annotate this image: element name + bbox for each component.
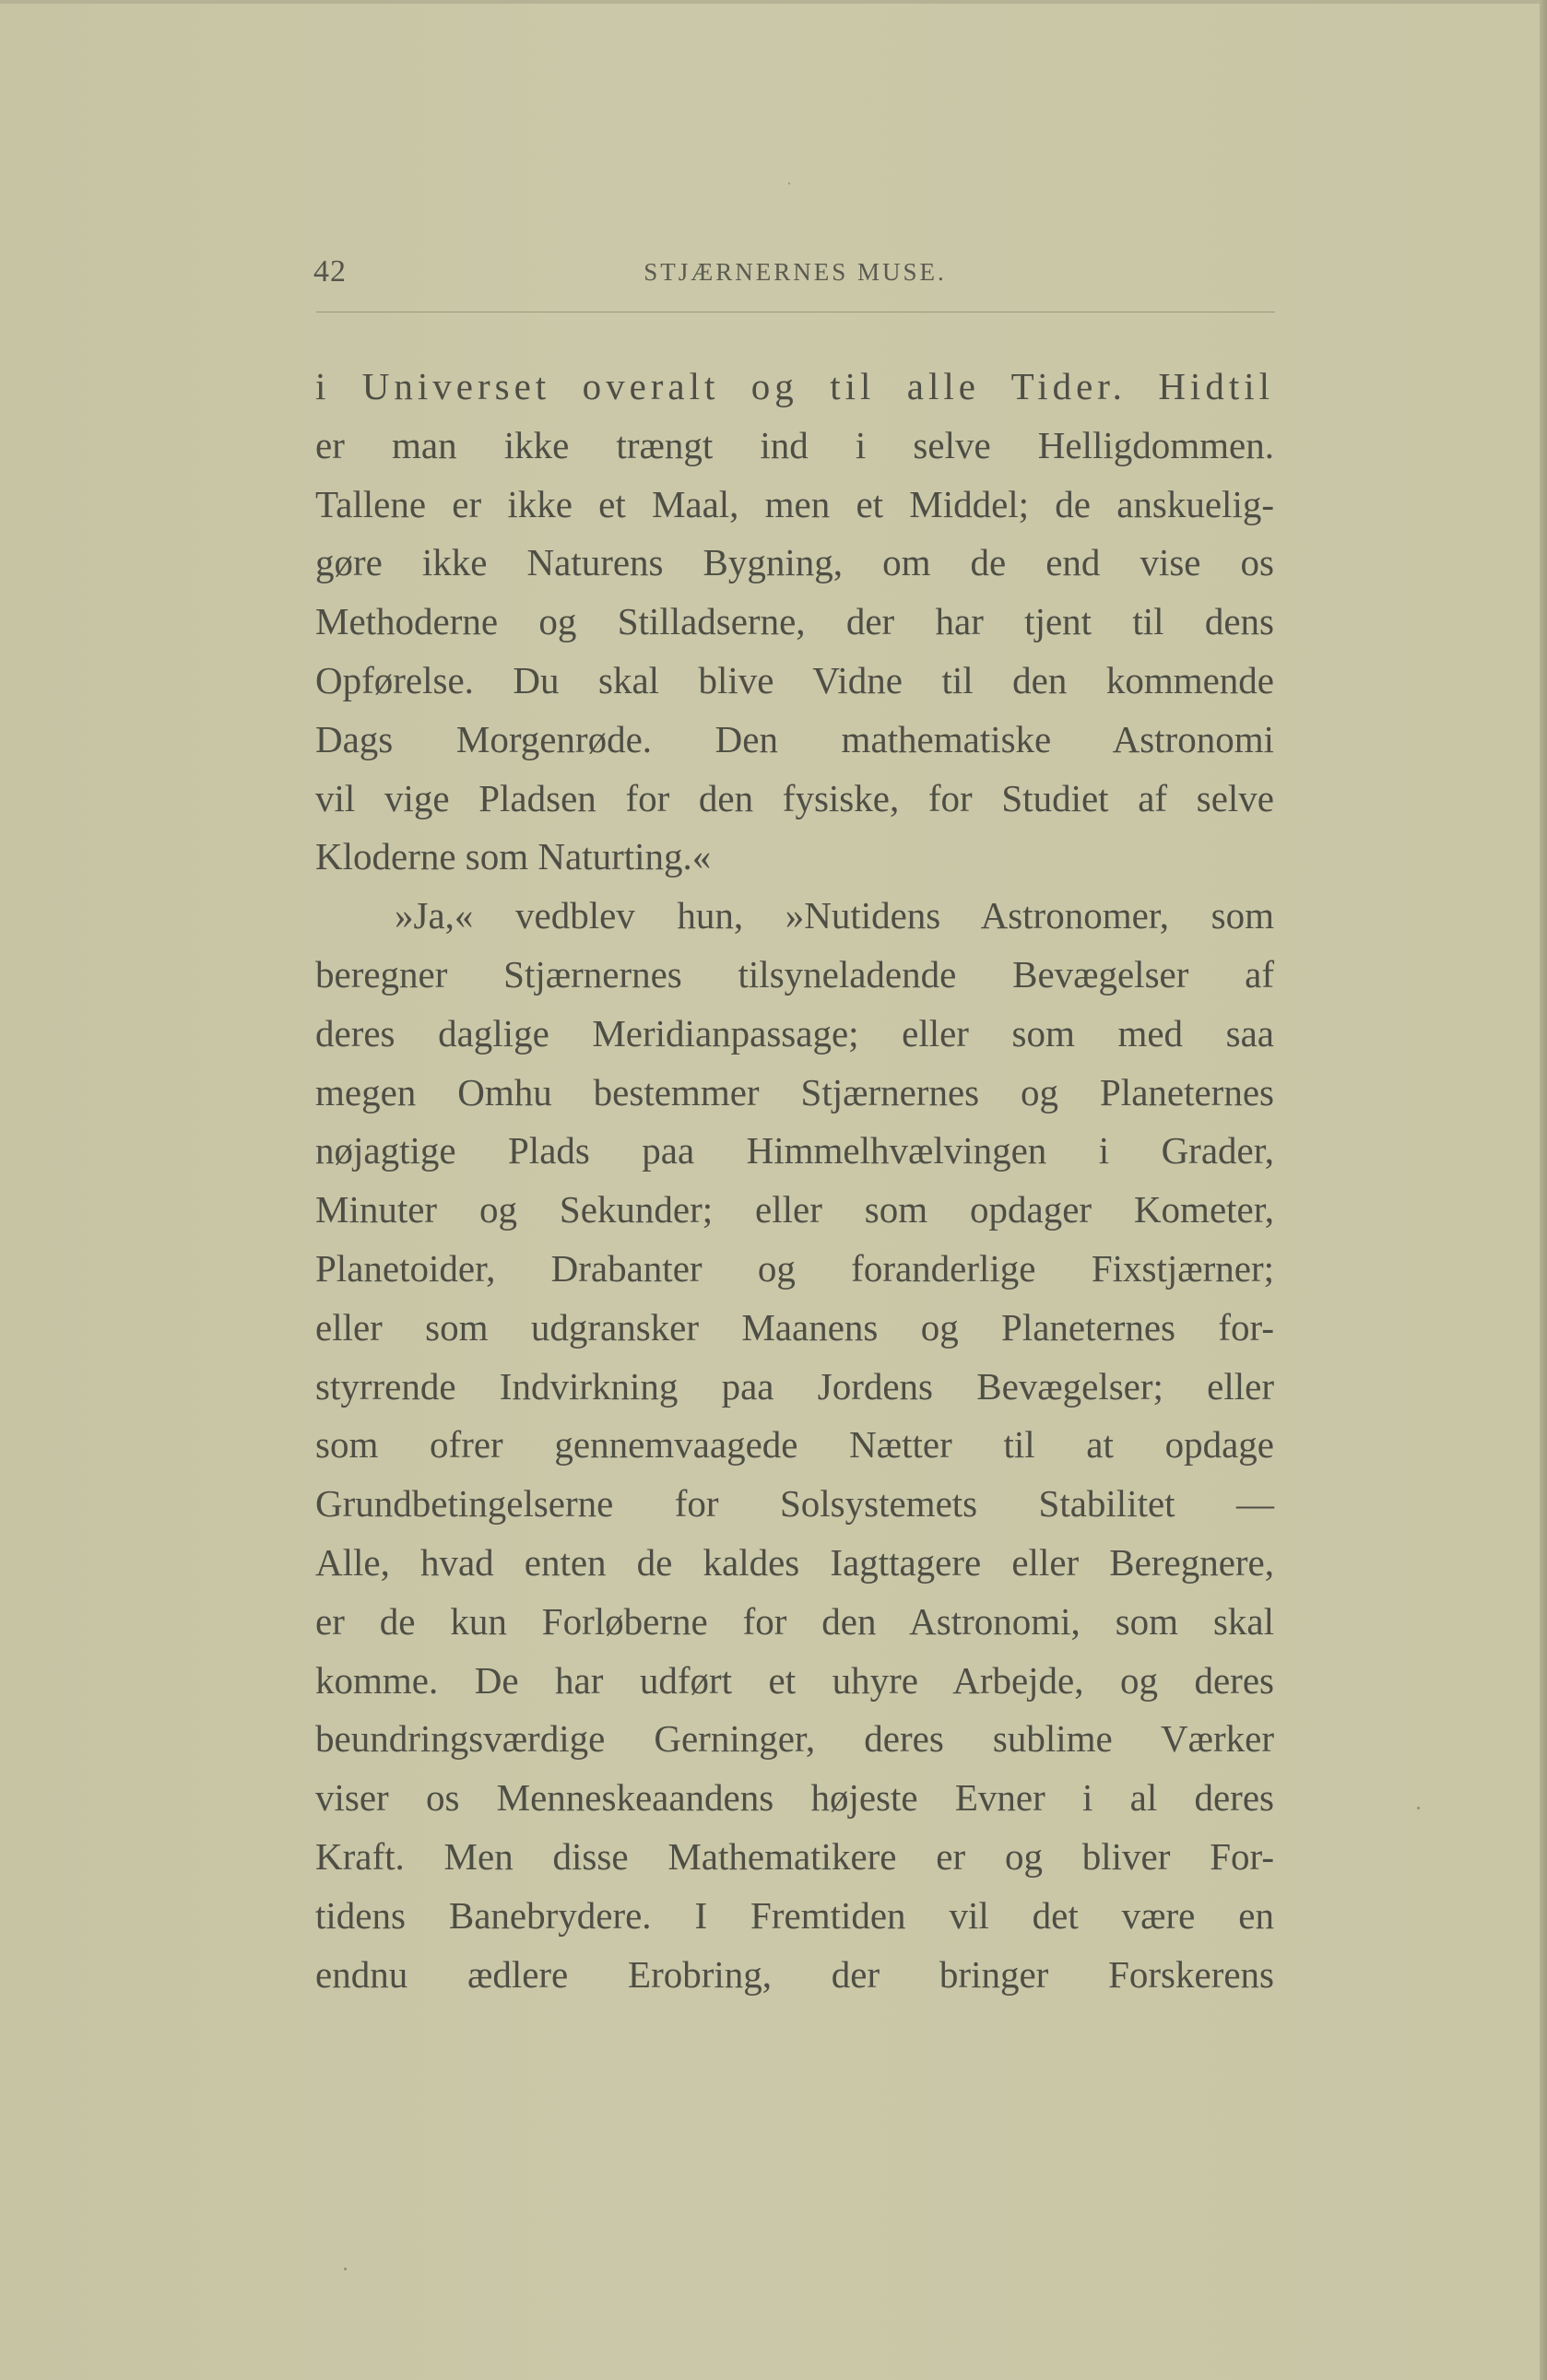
text-line: »Ja,« vedblev hun, »Nutidens Astronomer, som: [395, 894, 1274, 937]
text-line: endnu ædlere Erobring, der bringer Forskerens: [315, 1952, 1274, 1996]
text-line: Tallene er ikke et Maal, men et Middel; de anskuelig-: [315, 482, 1274, 525]
text-line: Alle, hvad enten de kaldes Iagttagere eller Beregnere,: [315, 1540, 1274, 1584]
text-line: i Universet overalt og til alle Tider. Hidtil: [315, 365, 1274, 407]
text-line: som ofrer gennemvaagede Nætter til at opdage: [315, 1423, 1274, 1467]
page-top-edge: [0, 0, 1547, 4]
text-line: Kraft. Men disse Mathematikere er og bliver For-: [315, 1834, 1274, 1878]
running-head: STJÆRNERNES MUSE.: [644, 258, 947, 286]
text-line: tidens Banebrydere. I Fremtiden vil det være en: [315, 1893, 1274, 1937]
text-line: vil vige Pladsen for den fysiske, for Studiet af selve: [315, 776, 1274, 819]
text-line: eller som udgransker Maanens og Planeternes for-: [315, 1305, 1274, 1349]
text-line: gøre ikke Naturens Bygning, om de end vise os: [315, 541, 1274, 584]
text-line: Opførelse. Du skal blive Vidne til den kommende: [315, 658, 1274, 701]
text-line: Grundbetingelserne for Solsystemets Stabilitet —: [315, 1482, 1274, 1526]
page-header: [313, 254, 1277, 295]
text-line: er man ikke trængt ind i selve Helligdommen.: [315, 423, 1274, 466]
text-line: Dags Morgenrøde. Den mathematiske Astronomi: [315, 717, 1274, 760]
text-line: megen Omhu bestemmer Stjærnernes og Planeternes: [315, 1070, 1274, 1113]
text-line: Methoderne og Stilladserne, der har tjent til dens: [315, 600, 1274, 643]
paper-speck: [788, 183, 790, 184]
text-line: Minuter og Sekunder; eller som opdager Kometer,: [315, 1188, 1274, 1231]
text-line: Planetoider, Drabanter og foranderlige Fixstjærner;: [315, 1246, 1274, 1290]
text-line: styrrende Indvirkning paa Jordens Bevægelser; eller: [315, 1364, 1274, 1408]
page-number: 42: [313, 254, 347, 289]
text-line: beundringsværdige Gerninger, deres sublime Værker: [315, 1717, 1274, 1761]
text-line: deres daglige Meridianpassage; eller som med saa: [315, 1011, 1274, 1055]
text-line: Kloderne som Naturting.«: [315, 835, 712, 878]
body-text: [315, 358, 1274, 2004]
text-line: komme. De har udført et uhyre Arbejde, og deres: [315, 1658, 1274, 1702]
page-right-edge: [1540, 0, 1547, 2380]
text-line: viser os Menneskeaandens højeste Evner i al deres: [315, 1776, 1274, 1820]
paper-speck: [344, 2268, 347, 2270]
text-line: nøjagtige Plads paa Himmelhvælvingen i Grader,: [315, 1129, 1274, 1172]
text-line: beregner Stjærnernes tilsyneladende Bevægelser af: [315, 952, 1274, 996]
text-line: er de kun Forløberne for den Astronomi, som skal: [315, 1599, 1274, 1643]
paper-speck: [1417, 1807, 1420, 1809]
